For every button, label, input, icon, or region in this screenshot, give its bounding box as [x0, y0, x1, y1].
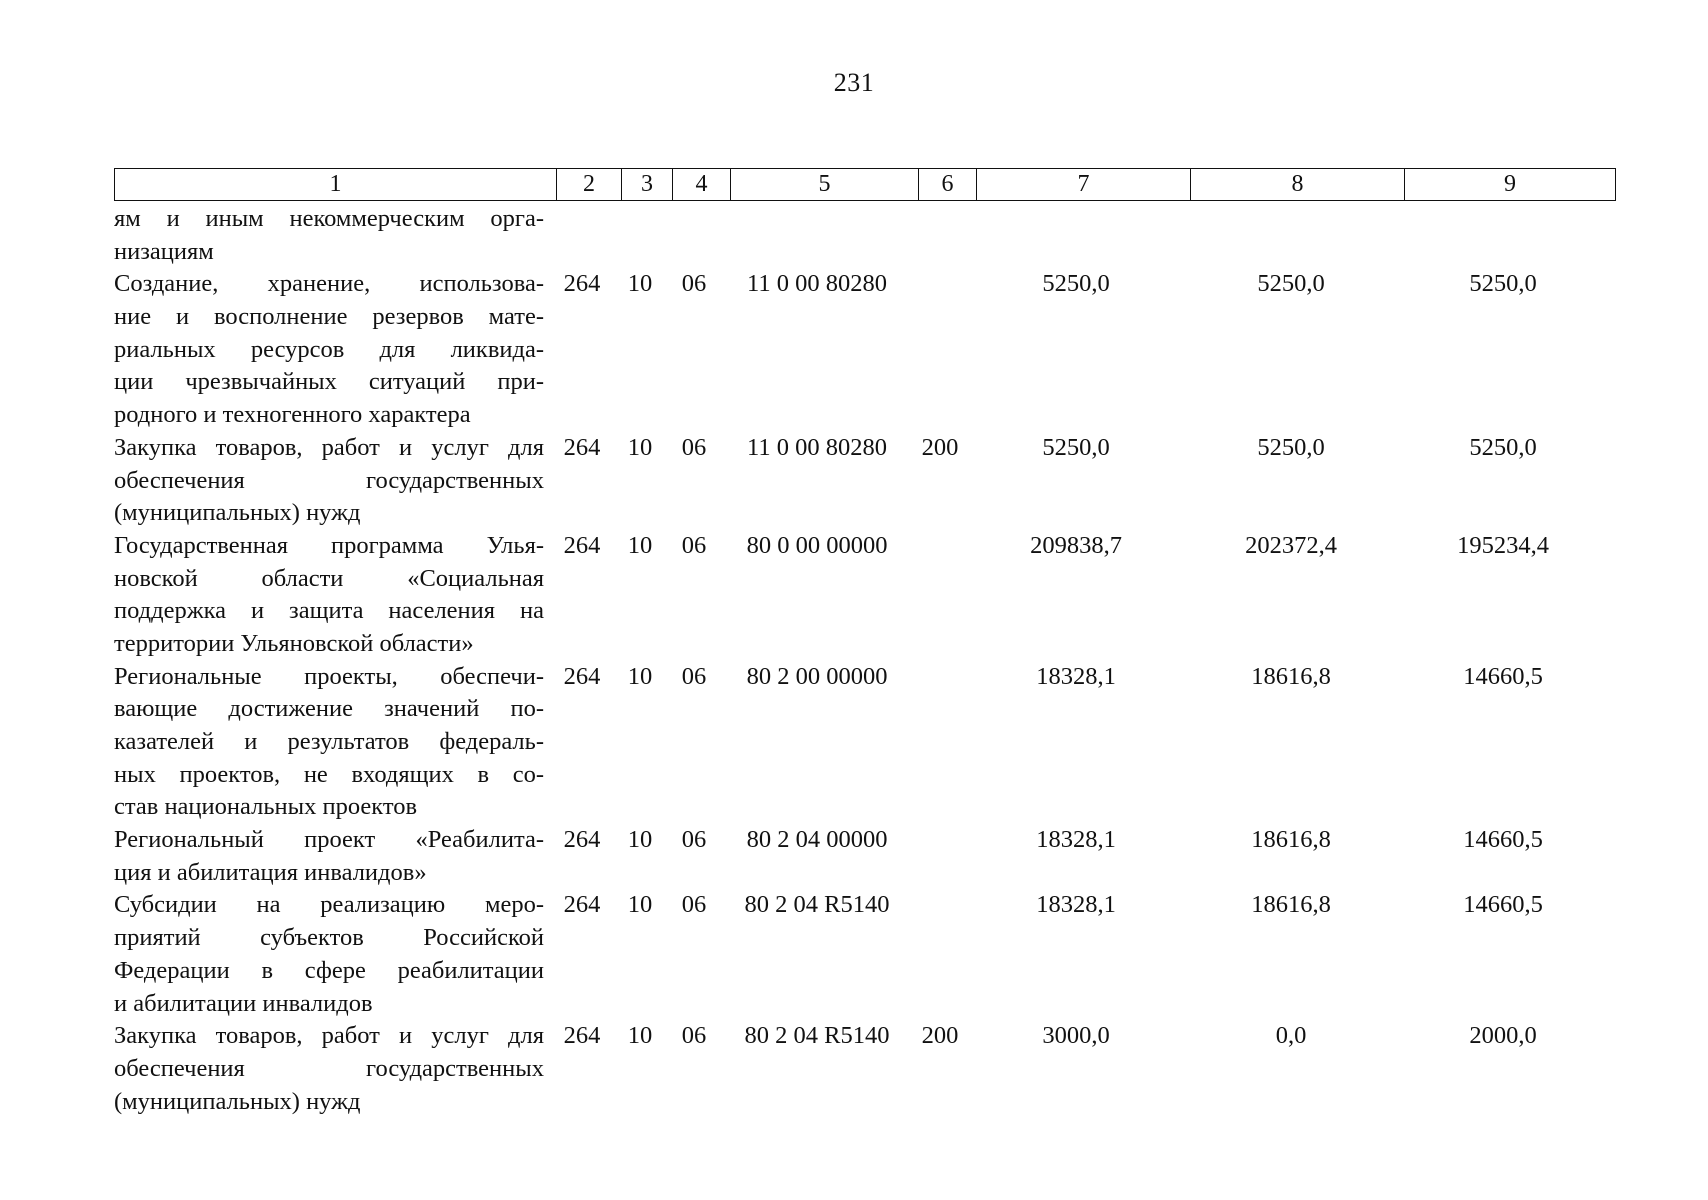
cell-c3: 10 — [627, 826, 653, 854]
cell-c7: 3000,0 — [1042, 1022, 1110, 1050]
cell-c3: 10 — [627, 531, 653, 559]
table-row — [114, 203, 1608, 268]
cell-c9: 14660,5 — [1463, 826, 1543, 854]
table-body — [114, 203, 1608, 1118]
cell-c3: 10 — [627, 891, 653, 919]
cell-c6: 200 — [921, 433, 959, 461]
cell-c9: 14660,5 — [1463, 662, 1543, 690]
cell-c4: 06 — [681, 270, 707, 298]
row-description — [114, 824, 544, 889]
header-col-6: 6 — [919, 169, 977, 200]
page-number: 231 — [833, 68, 875, 97]
row-description — [114, 1020, 544, 1118]
cell-c9: 14660,5 — [1463, 891, 1543, 919]
description-line: ных проектов, не входящих в со- — [114, 760, 544, 788]
description-line: (муниципальных) нужд — [114, 499, 361, 527]
table-row — [114, 661, 1608, 824]
description-line: родного и техногенного характера — [114, 401, 471, 429]
description-line: вающие достижение значений по- — [114, 695, 544, 723]
row-description — [114, 661, 544, 824]
cell-c8: 18616,8 — [1251, 891, 1331, 919]
cell-c4: 06 — [681, 433, 707, 461]
header-col-9: 9 — [1504, 171, 1516, 197]
cell-c4: 06 — [681, 531, 707, 559]
description-line: территории Ульяновской области» — [114, 629, 474, 657]
description-line: поддержка и защита населения на — [114, 597, 544, 625]
cell-c8: 5250,0 — [1257, 433, 1325, 461]
table-row — [114, 1020, 1608, 1118]
description-line: став национальных проектов — [114, 793, 418, 821]
cell-c6: 200 — [921, 1022, 959, 1050]
cell-c3: 10 — [627, 662, 653, 690]
description-line: Государственная программа Улья- — [114, 531, 544, 559]
description-line: казателей и результатов федераль- — [114, 728, 544, 755]
cell-c5: 11 0 00 80280 — [747, 433, 887, 461]
description-line: Региональный проект «Реабилита- — [114, 826, 544, 854]
cell-c2: 264 — [563, 270, 601, 298]
description-line: низациям — [114, 237, 214, 265]
cell-c7: 209838,7 — [1030, 531, 1122, 559]
cell-c2: 264 — [563, 826, 601, 854]
cell-c7: 5250,0 — [1042, 433, 1110, 461]
description-line: обеспечения государственных — [114, 1054, 544, 1082]
cell-c2: 264 — [563, 662, 601, 690]
description-line: Создание, хранение, использова- — [114, 270, 544, 298]
row-description — [114, 203, 544, 268]
cell-c5: 80 2 04 R5140 — [744, 1022, 890, 1050]
cell-c4: 06 — [681, 826, 707, 854]
description-line: новской области «Социальная — [114, 564, 544, 592]
header-col-3: 3 — [622, 169, 673, 200]
cell-c2: 264 — [563, 891, 601, 919]
table-row — [114, 268, 1608, 431]
description-line: Закупка товаров, работ и услуг для — [114, 1022, 544, 1050]
cell-c7: 5250,0 — [1042, 270, 1110, 298]
cell-c9: 2000,0 — [1469, 1022, 1537, 1050]
cell-c5: 80 2 04 00000 — [746, 826, 888, 854]
row-description — [114, 530, 544, 661]
cell-c9: 5250,0 — [1469, 433, 1537, 461]
cell-c5: 11 0 00 80280 — [747, 270, 887, 298]
description-line: Региональные проекты, обеспечи- — [114, 662, 544, 690]
description-line: (муниципальных) нужд — [114, 1087, 361, 1115]
header-col-7: 7 — [977, 169, 1191, 200]
table-row — [114, 824, 1608, 889]
description-line: Субсидии на реализацию меро- — [114, 891, 544, 919]
description-line: Федерации в сфере реабилитации — [114, 956, 544, 984]
cell-c3: 10 — [627, 433, 653, 461]
cell-c4: 06 — [681, 662, 707, 690]
cell-c5: 80 0 00 00000 — [746, 531, 888, 559]
cell-c2: 264 — [563, 531, 601, 559]
cell-c5: 80 2 00 00000 — [746, 662, 888, 690]
description-line: ции чрезвычайных ситуаций при- — [114, 368, 544, 396]
description-line: и абилитации инвалидов — [114, 989, 373, 1017]
cell-c8: 202372,4 — [1245, 531, 1337, 559]
cell-c7: 18328,1 — [1036, 891, 1116, 919]
cell-c3: 10 — [627, 270, 653, 298]
row-description — [114, 268, 544, 431]
table-row — [114, 530, 1608, 661]
header-col-2: 2 — [557, 169, 622, 200]
table-header — [114, 168, 1616, 201]
cell-c8: 0,0 — [1275, 1022, 1307, 1050]
cell-c4: 06 — [681, 1022, 707, 1050]
cell-c2: 264 — [563, 1022, 601, 1050]
description-line: Закупка товаров, работ и услуг для — [114, 433, 544, 461]
cell-c8: 18616,8 — [1251, 826, 1331, 854]
description-line: риальных ресурсов для ликвида- — [114, 335, 544, 363]
header-col-4: 4 — [673, 169, 731, 200]
row-description — [114, 889, 544, 1020]
table-row — [114, 889, 1608, 1020]
description-line: ям и иным некоммерческим орга- — [114, 205, 544, 232]
cell-c3: 10 — [627, 1022, 653, 1050]
header-col-8: 8 — [1191, 169, 1405, 200]
cell-c4: 06 — [681, 891, 707, 919]
cell-c9: 195234,4 — [1457, 531, 1549, 559]
cell-c9: 5250,0 — [1469, 270, 1537, 298]
cell-c7: 18328,1 — [1036, 826, 1116, 854]
cell-c5: 80 2 04 R5140 — [744, 891, 890, 919]
description-line: ция и абилитация инвалидов» — [114, 858, 427, 886]
description-line: приятий субъектов Российской — [114, 924, 544, 952]
header-col-1: 1 — [115, 169, 557, 200]
description-line: обеспечения государственных — [114, 466, 544, 494]
row-description — [114, 432, 544, 530]
cell-c8: 5250,0 — [1257, 270, 1325, 298]
header-col-5: 5 — [731, 169, 919, 200]
cell-c8: 18616,8 — [1251, 662, 1331, 690]
cell-c2: 264 — [563, 433, 601, 461]
description-line: ние и восполнение резервов мате- — [114, 303, 544, 331]
cell-c7: 18328,1 — [1036, 662, 1116, 690]
table-row — [114, 432, 1608, 530]
